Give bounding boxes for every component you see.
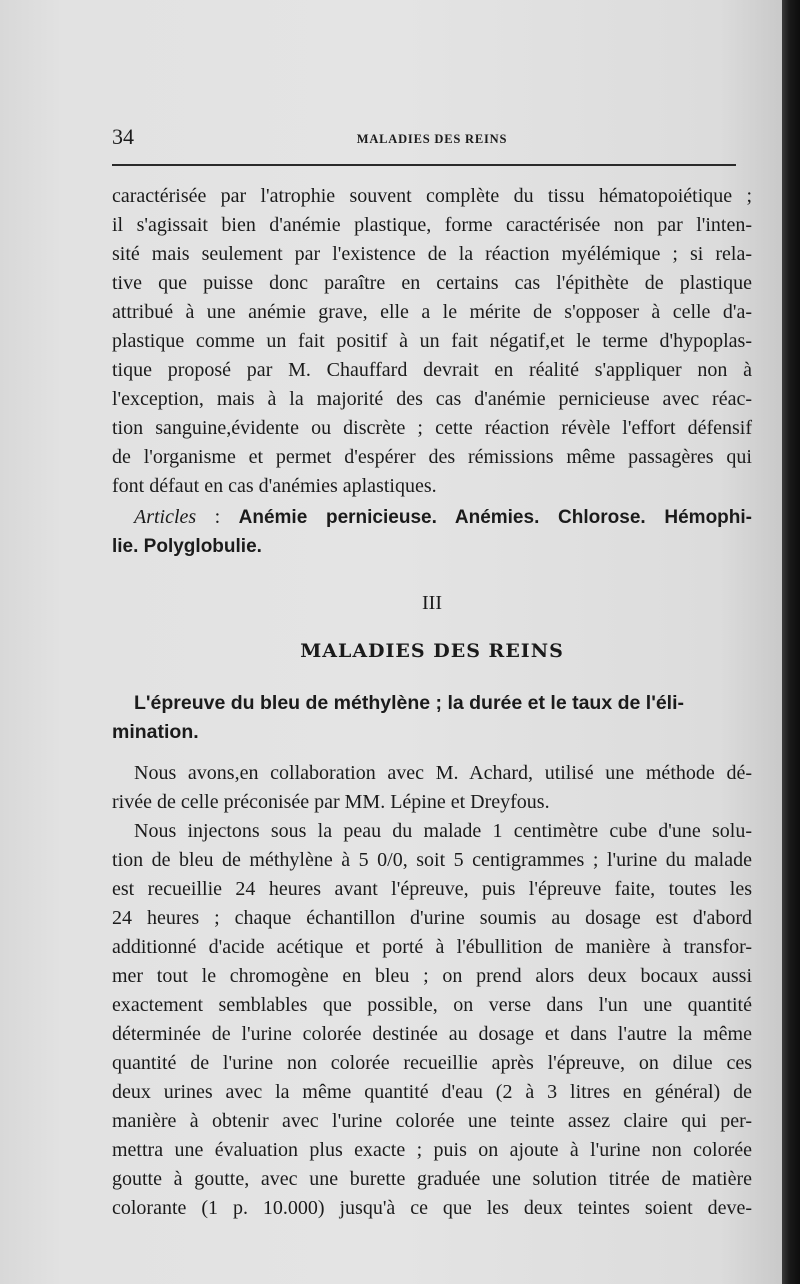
text-line: caractérisée par l'atrophie souvent complète du tissu hématopoiétique ; xyxy=(112,185,752,207)
text-line: quantité de l'urine non colorée recueillie après l'épreuve, on dilue ces xyxy=(112,1052,752,1074)
text-line: exactement semblables que possible, on verse dans l'un une quantité xyxy=(112,994,752,1016)
text-line: font défaut en cas d'anémies aplastiques. xyxy=(112,475,437,497)
text-line: manière à obtenir avec l'urine colorée une teinte assez claire qui per- xyxy=(112,1110,752,1132)
text-line: rivée de celle préconisée par MM. Lépine et Dreyfous. xyxy=(112,791,550,813)
articles-items: lie. Polyglobulie. xyxy=(112,536,262,557)
text-line: mettra une évaluation plus exacte ; puis on ajoute à l'urine non colorée xyxy=(112,1139,752,1161)
text-line: mer tout le chromogène en bleu ; on prend alors deux bocaux aussi xyxy=(112,965,752,987)
text-line: deux urines avec la même quantité d'eau (2 à 3 litres en général) de xyxy=(112,1081,752,1103)
text-line: il s'agissait bien d'anémie plastique, forme caractérisée non par l'inten- xyxy=(112,214,752,236)
text-line: sité mais seulement par l'existence de la réaction myélémique ; si rela- xyxy=(112,243,752,265)
articles-line-2 xyxy=(112,534,752,559)
text-line: tion de bleu de méthylène à 5 0/0, soit 5 centigrammes ; l'urine du malade xyxy=(112,849,752,871)
subheading-line-2: mination. xyxy=(112,721,199,743)
running-title: MALADIES DES REINS xyxy=(356,132,508,146)
articles-items: Anémie pernicieuse. Anémies. Chlorose. Hémophi- xyxy=(238,507,752,528)
page-body xyxy=(112,0,752,1284)
text-line: attribué à une anémie grave, elle a le mérite de s'opposer à celle d'a- xyxy=(112,301,752,323)
book-spine-edge xyxy=(782,0,800,1284)
text-line: l'exception, mais à la majorité des cas d'anémie pernicieuse avec réac- xyxy=(112,388,752,410)
subheading-line-1: L'épreuve du bleu de méthylène ; la durée et le taux de l'éli- xyxy=(134,692,685,714)
section-title: MALADIES DES REINS xyxy=(300,640,564,662)
text-line: tique proposé par M. Chauffard devrait en réalité s'appliquer non à xyxy=(112,359,752,381)
text-line: additionné d'acide acétique et porté à l'ébullition de manière à transfor- xyxy=(112,936,752,958)
articles-separator: : xyxy=(196,506,239,528)
text-line: colorante (1 p. 10.000) jusqu'à ce que les deux teintes soient deve- xyxy=(112,1197,752,1219)
text-line: Nous injectons sous la peau du malade 1 centimètre cube d'une solu- xyxy=(134,820,752,842)
page-number: 34 xyxy=(112,124,134,149)
text-line: de l'organisme et permet d'espérer des rémissions même passagères qui xyxy=(112,446,752,468)
text-line: goutte à goutte, avec une burette graduée une solution titrée de matière xyxy=(112,1168,752,1190)
text-line: tive que puisse donc paraître en certains cas l'épithète de plastique xyxy=(112,272,752,294)
articles-line-1 xyxy=(112,505,752,530)
text-line: plastique comme un fait positif à un fait négatif,et le terme d'hypoplas- xyxy=(112,330,752,352)
text-line: Nous avons,en collaboration avec M. Achard, utilisé une méthode dé- xyxy=(134,762,752,784)
articles-label: Articles xyxy=(134,506,197,528)
text-line: 24 heures ; chaque échantillon d'urine soumis au dosage est d'abord xyxy=(112,907,752,929)
text-line: est recueillie 24 heures avant l'épreuve, puis l'épreuve faite, toutes les xyxy=(112,878,752,900)
text-line: déterminée de l'urine colorée destinée au dosage et dans l'autre la même xyxy=(112,1023,752,1045)
text-line: tion sanguine,évidente ou discrète ; cette réaction révèle l'effort défensif xyxy=(112,417,752,439)
section-number: III xyxy=(422,592,442,614)
